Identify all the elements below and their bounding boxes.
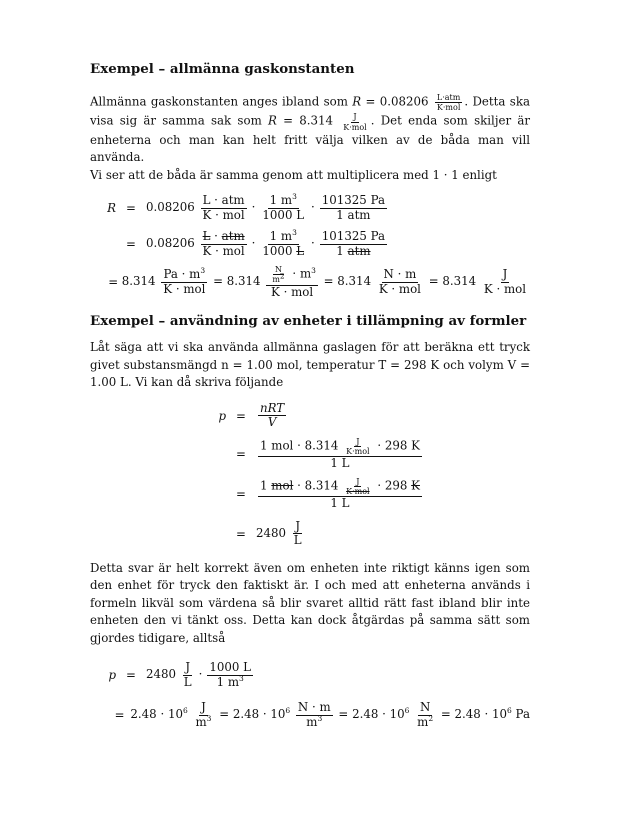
- equation-block-pascal: [90, 655, 530, 735]
- equation-row: = 0.08206 $\frac{\text{L · atm}}{\text{K · mol}}$ · $\frac{1 m^3}{1000 L}$ · $\frac{101325 Pa}{\text{1 atm}}$: [126, 228, 386, 258]
- equation-row: = 1 mol · 8.314 $\frac{J}{\text{K·mol}}$ · 298 K 1 L: [236, 436, 420, 471]
- section-heading-gas-constant: Exempel – allmänna gaskonstanten: [90, 61, 355, 77]
- paragraph-gas-constant-intro: Allmänna gaskonstanten anges ibland som R = 0.08206 $\frac{\text{L·atm}}{\text{K·mol}}$ . Detta ska visa sig är samma sak som R = 8.314 $\frac{J}{\text{K·mol}}$ . Det enda som skiljer är enheterna och man kan helt fritt välja vilken av de båda man vill använda.: [90, 93, 531, 165]
- paragraph-multiply: Vi ser att de båda är samma genom att multiplicera med 1 · 1 enligt: [90, 167, 497, 182]
- equation-block-gas-constant: [90, 190, 530, 302]
- section-heading-units-in-formulas: Exempel – användning av enheter i tillämpning av formler: [90, 313, 527, 330]
- equation-row: R = 0.08206 $\frac{\text{L · atm}}{\text{K · mol}}$ · $\frac{1 m^3}{1000 L}$ · $\frac{101325 Pa}{\text{1 atm}}$: [107, 192, 386, 222]
- equation-row: = 2480 $\frac{J}{L}$: [236, 518, 302, 548]
- page: [90, 60, 530, 735]
- equation-row: = 1 mol · 8.314 $\frac{J}{\text{K·mol}}$ · 298 K 1 L: [236, 476, 420, 511]
- equation-block-pressure: [200, 398, 530, 554]
- paragraph-gas-law: Låt säga att vi ska använda allmänna gaslagen för att beräkna ett tryck givet substansmängd n = 1.00 mol, temperatur T = 298 K och volym V = 1.00 L. Vi kan då skriva följande: [90, 340, 530, 390]
- fraction-j-kmol: $\frac{J}{\text{K·mol}}$: [343, 112, 367, 132]
- equation-row: p = 2480 $\frac{J}{L}$ · $\frac{1000 L}{1 m^3}$: [108, 660, 251, 689]
- equation-row: p = $\frac{\text{nRT}}{V}$: [218, 400, 285, 430]
- equation-row: = $2.48 \cdot 10^6$ $\frac{J}{m^3}$ = $2.48 \cdot 10^6$ $\frac{N \cdot m}{m^3}$ = $2.48 \cdot 10^6$ $\frac{N}{m^2}$ = $2.48 \cdot 10^6$ Pa: [114, 700, 530, 729]
- equation-row: = 8.314 $\frac{Pa \cdot m^3}{\text{K · mol}}$ = 8.314 $\frac{N}{m^2}$ · $m^3$ K · mol = 8.314 $\frac{N \cdot m}{\text{K · mol}}$ = 8.314 $\frac{J}{\text{K · mol}}$: [108, 265, 526, 299]
- paragraph-answer-discussion: Detta svar är helt korrekt även om enheten inte riktigt känns igen som den enhet för tryck den faktiskt är. I och med att enheterna används i formeln likväl som värdena så blir svaret alltid rätt fast ibland blir inte enheten den vi tänkt oss. Detta kan dock åtgärdas på samma sätt som gjordes tidigare, alltså: [90, 560, 530, 645]
- fraction-latm-kmol: $\frac{\text{L·atm}}{\text{K·mol}}$: [436, 93, 461, 113]
